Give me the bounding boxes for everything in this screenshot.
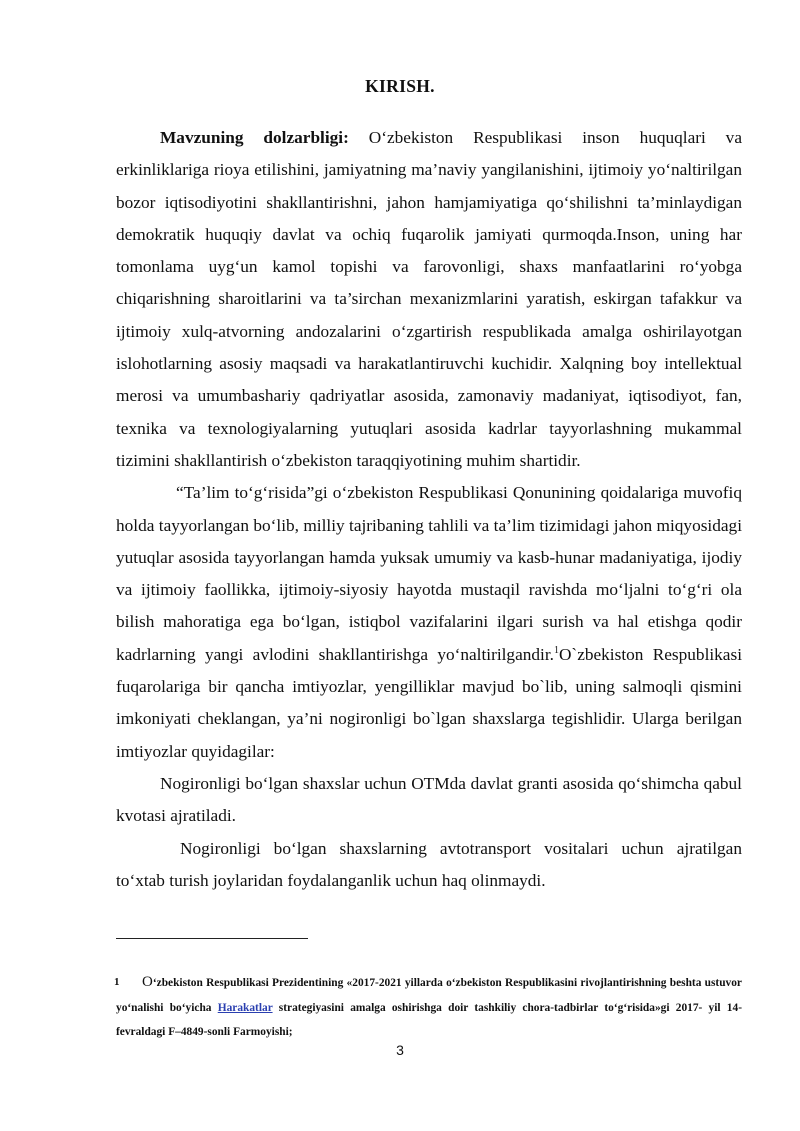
footnote-number: 1 <box>114 976 120 988</box>
benefits-intro-text: O`zbekiston Respublikasi fuqarolariga bir qancha imtiyozlar, yengilliklar mavjud bo`lib, uning salmoqli qismini imkoniyati cheklangan, ya’ni nogironligi bo`lgan shaxslarga tegishlidir. Ularga berilgan imtiyozlar quyidagilar: <box>116 644 743 761</box>
footnote <box>116 970 742 1045</box>
footnote-first-letter: O <box>142 974 153 990</box>
page-number: 3 <box>396 1042 404 1058</box>
footnote-text <box>116 970 742 1045</box>
relevance-lead: Mavzuning dolzarbligi: <box>160 128 349 147</box>
footnote-separator <box>116 938 308 939</box>
footnote-text-before-link: ‘zbekiston Respublikasi Prezidentining «2017-2021 yillarda o‘zbekiston Respublikasini rivojlantirishning beshta ustuvor yo‘nalishi bo‘yicha <box>116 977 742 1014</box>
main-text <box>116 122 742 897</box>
footnote-reference[interactable]: 1 <box>553 644 559 656</box>
paragraph-education-law <box>116 477 742 768</box>
footnote-text-after-link: strategiyasini amalga oshirishga doir tashkiliy chora-tadbirlar to‘g‘risida»gi 2017- yil 14- fevraldagi F–4849-sonli Farmoyishi; <box>116 1001 742 1038</box>
relevance-text: O‘zbekiston Respublikasi inson huquqlari va erkinliklariga rioya etilishini, jamiyatning ma’naviy yangilanishini, ijtimoiy yo‘naltirilgan bozor iqtisodiyotini shakllantirishni, jahon hamjamiyatiga qo‘shilishni ta’minlaydigan demokratik huquqiy davlat va ochiq fuqarolik jamiyati qurmoqda.Inson, uning har tomonlama uyg‘un kamol topishi va farovonligi, shaxs manfaatlarini ro‘yobga chiqarishning sharoitlarini va ta’sirchan mexanizmlarini yaratish, eskirgan tafakkur va ijtimoiy xulq-atvorning andozalarini o‘zgartirish respublikada amalga oshirilayotgan islohotlarning asosiy maqsadi va harakatlantiruvchi kuchidir. Xalqning boy intellektual merosi va umumbashariy qadriyatlar asosida, zamonaviy madaniyat, iqtisodiyot, fan, texnika va texnologiyalarning yutuqlari asosida kadrlar tayyorlashning mukammal tizimini shakllantirish o‘zbekiston taraqqiyotining muhim shartidir. <box>116 128 742 470</box>
footnote-link-harakatlar[interactable]: Harakatlar <box>217 1001 273 1014</box>
paragraph-benefit-parking: Nogironligi bo‘lgan shaxslarning avtotransport vositalari uchun ajratilgan to‘xtab turish joylaridan foydalanganlik uchun haq olinmaydi. <box>116 838 742 890</box>
paragraph-benefit-quota: Nogironligi bo‘lgan shaxslar uchun OTMda davlat granti asosida qo‘shimcha qabul kvotasi ajratiladi. <box>116 773 742 826</box>
page-title: KIRISH. <box>365 76 435 96</box>
paragraph-relevance <box>116 122 742 477</box>
education-law-text: “Ta’lim to‘g‘risida”gi o‘zbekiston Respublikasi Qonunining qoidalariga muvofiq holda tayyorlangan bo‘lib, milliy tajribaning tahlili va ta’lim tizimidagi jahon miqyosidagi yutuqlar asosida tayyorlangan hamda yuksak umumiy va kasb-hunar madaniyatiga, ijodiy va ijtimoiy faollikka, ijtimoiy-siyosiy hayotda mustaqil ravishda mo‘ljalni to‘g‘ri ola bilish mahoratiga ega bo‘lgan, istiqbol vazifalarini ilgari surish va hal etishga qodir kadrlarning yangi avlodini shakllantirishga yo‘naltirilgandir. <box>116 483 742 664</box>
